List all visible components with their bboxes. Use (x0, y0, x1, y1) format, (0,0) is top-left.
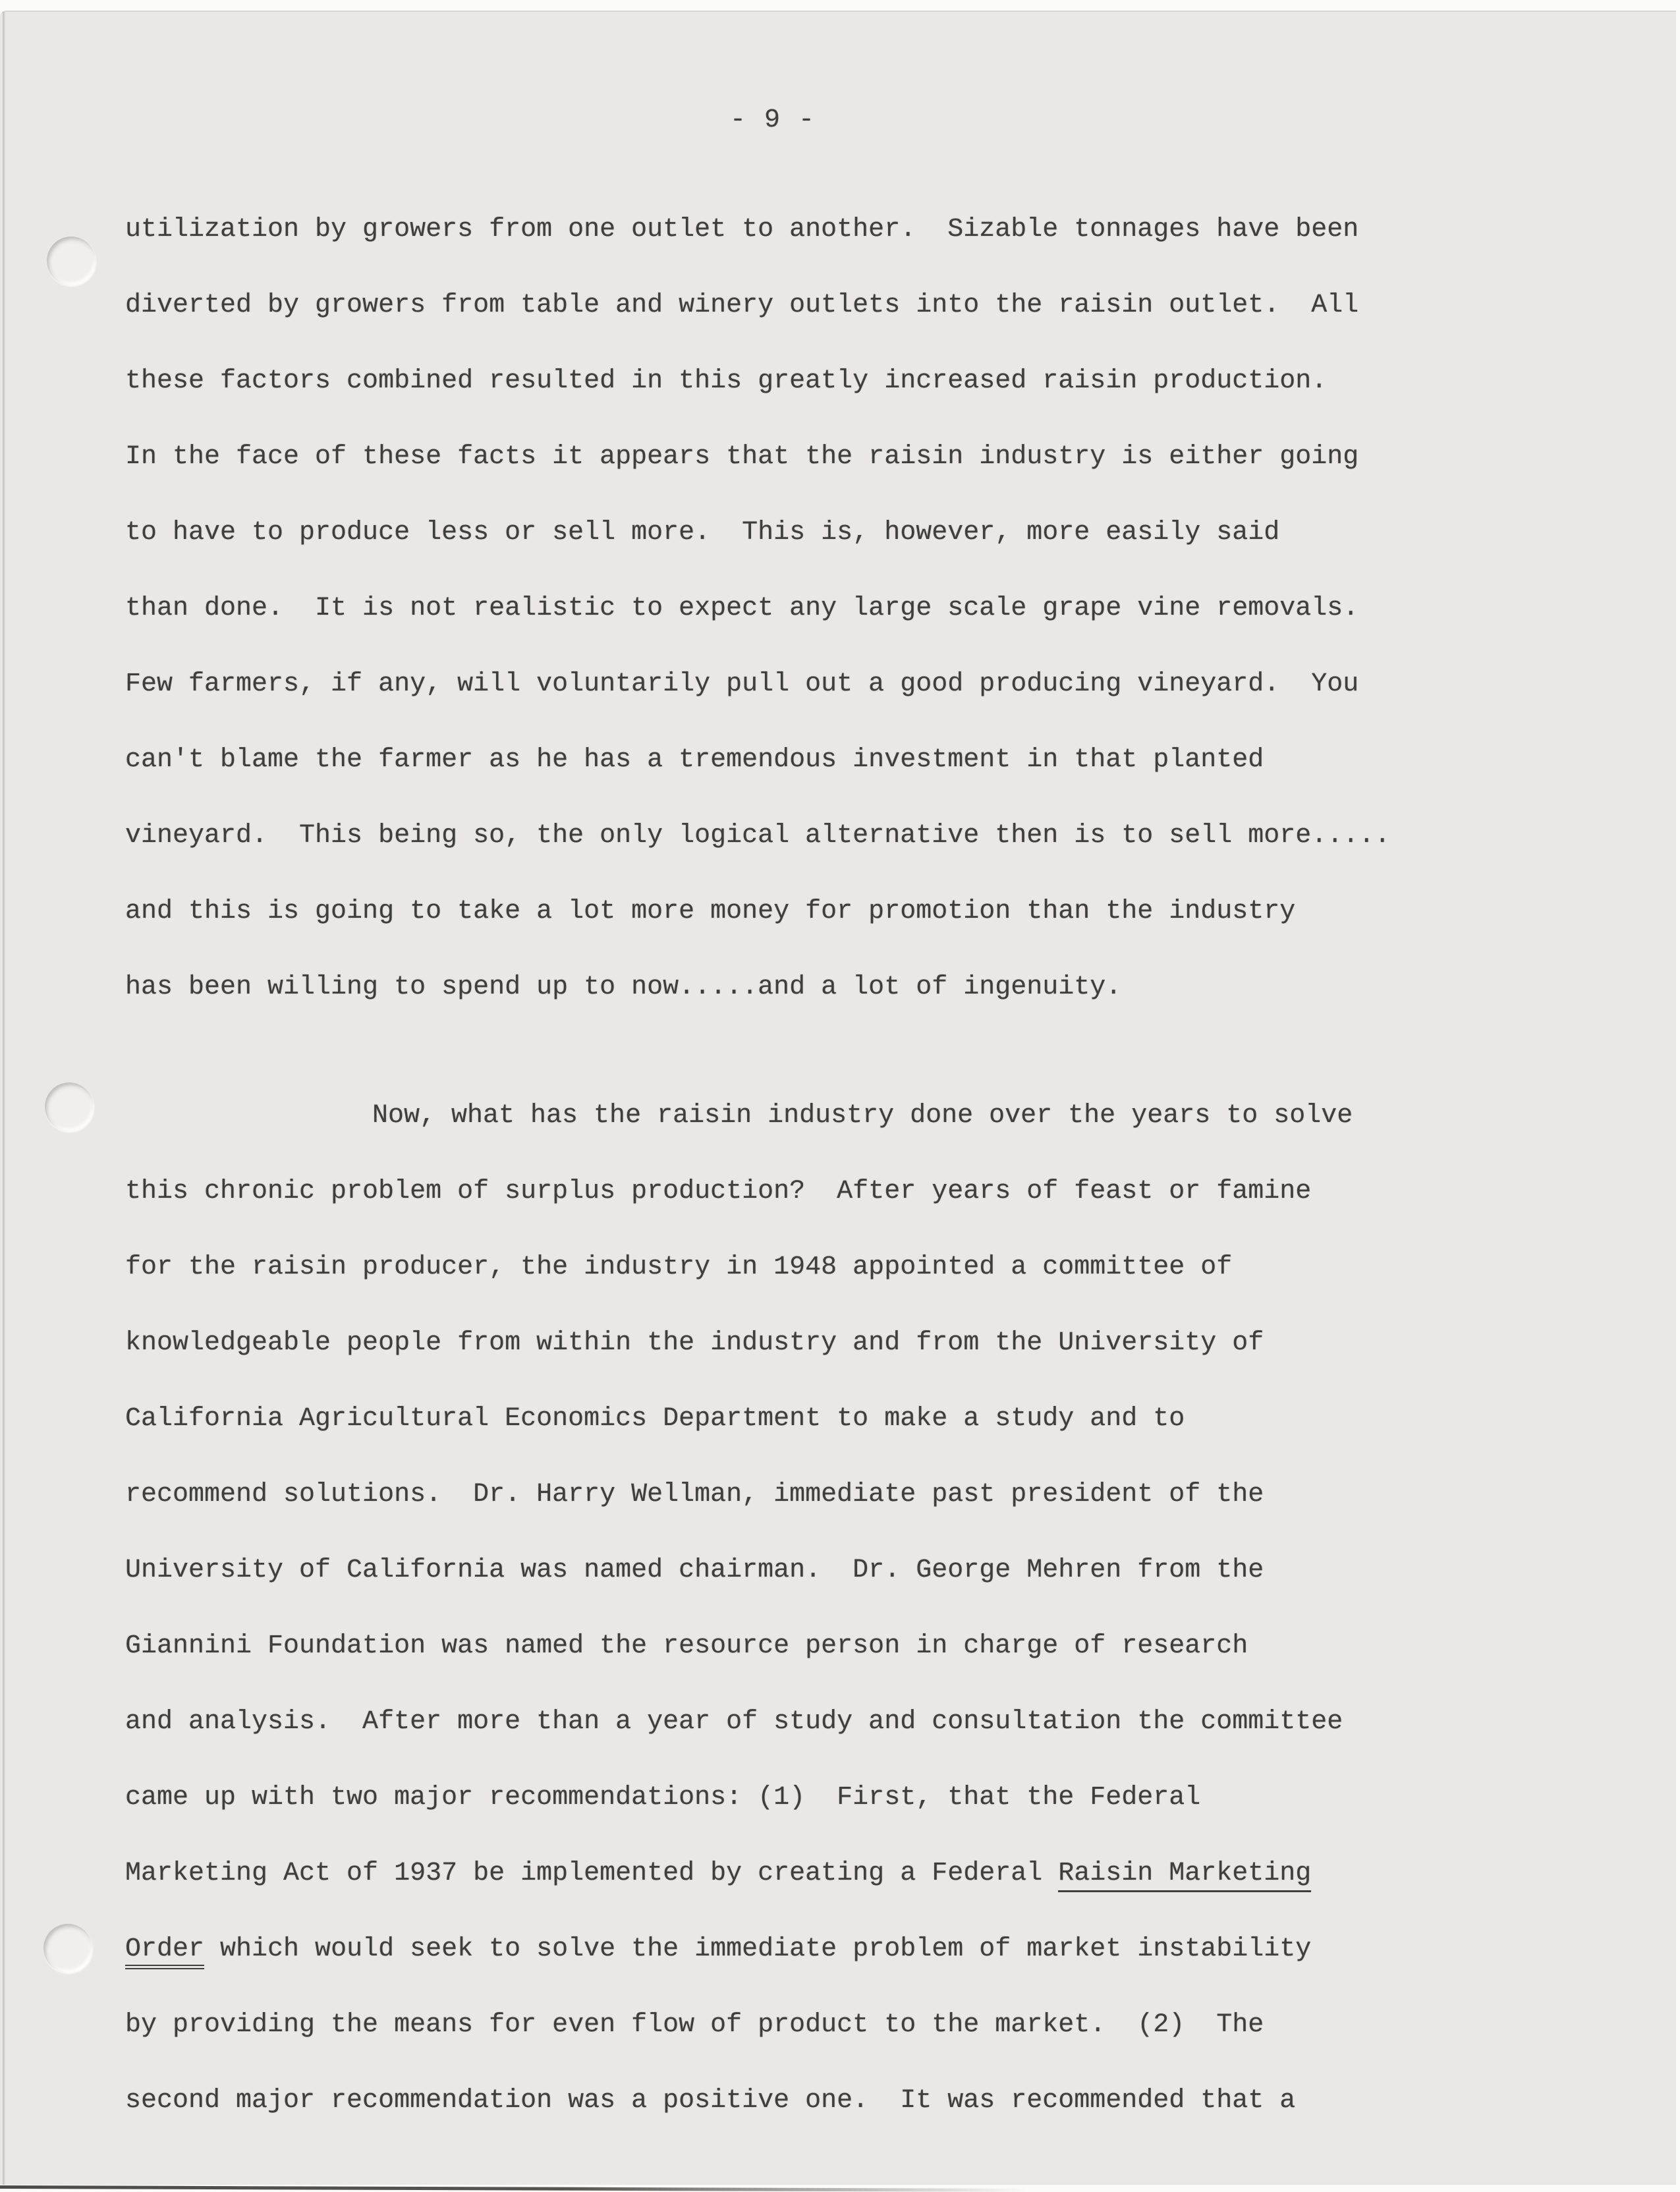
document-page (0, 11, 1676, 2185)
text-segment: these factors combined resulted in this greatly increased raisin production. (125, 366, 1328, 396)
text-line (125, 646, 1463, 722)
text-segment: can't blame the farmer as he has a tremendous investment in that planted (125, 745, 1264, 775)
text-line (125, 267, 1463, 343)
text-line (125, 1457, 1463, 1532)
hole-punch (45, 1082, 94, 1131)
text-segment: In the face of these facts it appears that the raisin industry is either going (125, 442, 1359, 472)
text-line (125, 1760, 1463, 1836)
text-segment: for the raisin producer, the industry in 1948 appointed a committee of (125, 1252, 1233, 1282)
text-line (125, 571, 1463, 646)
text-segment: this chronic problem of surplus production? After years of feast or famine (125, 1177, 1312, 1206)
hole-punch (43, 1924, 92, 1973)
text-segment: second major recommendation was a positive one. It was recommended that a (125, 2086, 1296, 2116)
text-line (125, 722, 1463, 798)
text-segment: and this is going to take a lot more money for promotion than the industry (125, 897, 1296, 926)
text-line (125, 1305, 1463, 1381)
document-body (125, 192, 1463, 2139)
text-segment: which would seek to solve the immediate problem of market instability (204, 1934, 1312, 1964)
text-segment: diverted by growers from table and winery outlets into the raisin outlet. All (125, 291, 1359, 320)
hole-punch (47, 237, 96, 285)
text-line (125, 949, 1463, 1025)
text-line (125, 2063, 1463, 2139)
text-segment: came up with two major recommendations: (1) First, that the Federal (125, 1783, 1201, 1813)
paper-left-edge (3, 12, 5, 2185)
text-line (125, 192, 1463, 267)
text-segment: Giannini Foundation was named the resource person in charge of research (125, 1631, 1248, 1661)
text-segment: Few farmers, if any, will voluntarily pull out a good producing vineyard. You (125, 669, 1359, 699)
text-segment: Marketing Act of 1937 be implemented by creating a Federal (125, 1859, 1059, 1888)
text-segment: by providing the means for even flow of product to the market. (2) The (125, 2010, 1264, 2040)
text-segment: California Agricultural Economics Department to make a study and to (125, 1404, 1185, 1434)
text-segment: utilization by growers from one outlet to another. Sizable tonnages have been (125, 215, 1359, 244)
text-segment: vineyard. This being so, the only logical alternative then is to sell more..... (125, 821, 1391, 851)
text-line (125, 1154, 1463, 1229)
text-line (125, 1911, 1463, 1987)
text-line (125, 495, 1463, 571)
text-segment: Now, what has the raisin industry done over the years to solve (372, 1101, 1353, 1131)
text-line (125, 1684, 1463, 1760)
text-segment: to have to produce less or sell more. This is, however, more easily said (125, 518, 1280, 548)
text-line (125, 798, 1463, 874)
text-line (125, 1532, 1463, 1608)
text-segment: knowledgeable people from within the industry and from the University of (125, 1328, 1264, 1358)
text-line (125, 419, 1463, 495)
underlined-text: Order (125, 1934, 204, 1969)
text-segment: University of California was named chairman. Dr. George Mehren from the (125, 1556, 1264, 1585)
text-segment: has been willing to spend up to now.....and a lot of ingenuity. (125, 972, 1122, 1002)
text-line (125, 874, 1463, 949)
text-line (125, 343, 1463, 419)
text-segment: recommend solutions. Dr. Harry Wellman, immediate past president of the (125, 1480, 1264, 1509)
text-line (125, 1078, 1463, 1154)
page-number: - 9 - (730, 105, 816, 135)
text-segment: and analysis. After more than a year of study and consultation the committee (125, 1707, 1343, 1737)
underlined-text: Raisin Marketing (1058, 1859, 1311, 1892)
text-line (125, 1381, 1463, 1457)
paper-bottom-edge (0, 2185, 1028, 2192)
text-segment: than done. It is not realistic to expect any large scale grape vine removals. (125, 594, 1359, 623)
paragraph (125, 1078, 1463, 2139)
text-line (125, 1229, 1463, 1305)
text-line (125, 1987, 1463, 2063)
paragraph (125, 192, 1463, 1025)
text-line (125, 1836, 1463, 1911)
text-line (125, 1608, 1463, 1684)
